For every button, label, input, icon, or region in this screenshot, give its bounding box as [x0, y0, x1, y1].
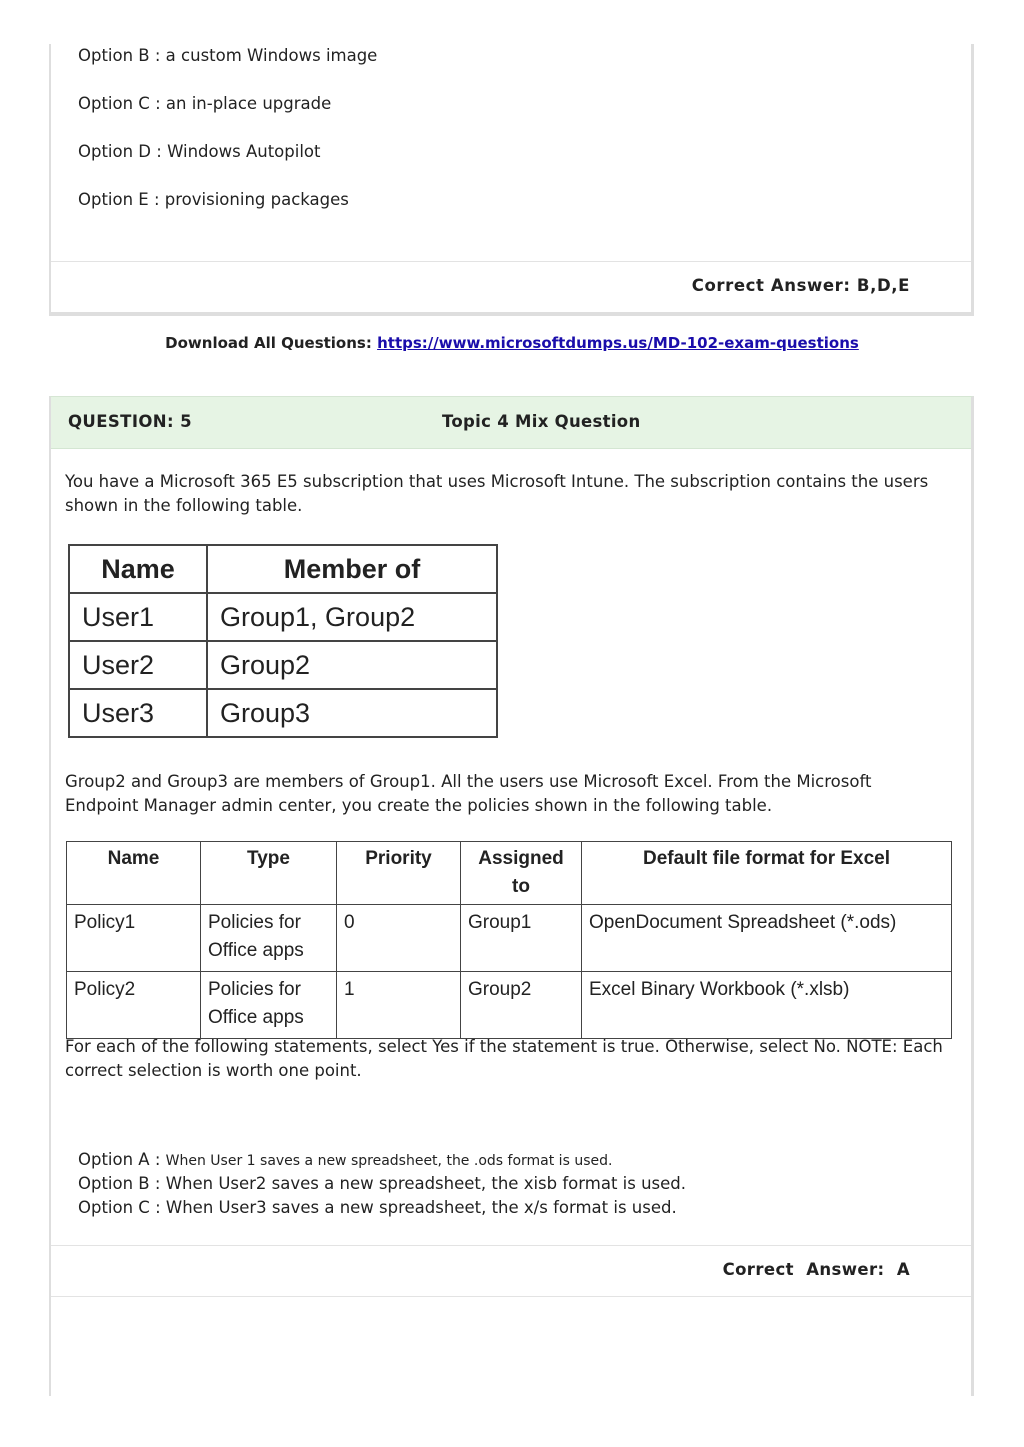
policies-table — [66, 841, 952, 1039]
table-row — [67, 905, 952, 972]
download-link[interactable]: https://www.microsoftdumps.us/MD-102-exam-questions — [377, 334, 859, 352]
table-header-cell: Assigned to — [461, 842, 582, 905]
option-b — [78, 1174, 686, 1193]
table-row — [69, 641, 497, 689]
option-prefix: Option C : — [78, 1198, 166, 1217]
table-header-cell: Default file format for Excel — [582, 842, 952, 905]
table-cell: Policies for Office apps — [201, 905, 337, 972]
table-cell: Group1 — [461, 905, 582, 972]
option-prefix: Option A : — [78, 1150, 166, 1169]
prev-correct-answer: Correct Answer: B,D,E — [691, 276, 910, 295]
table-cell: Policies for Office apps — [201, 972, 337, 1039]
table-cell: Policy1 — [67, 905, 201, 972]
prev-option-d: Option D : Windows Autopilot — [78, 142, 321, 161]
table-cell: User2 — [69, 641, 207, 689]
table-cell: Group3 — [207, 689, 497, 737]
table-cell: Policy2 — [67, 972, 201, 1039]
table-cell: User1 — [69, 593, 207, 641]
option-text: When User2 saves a new spreadsheet, the xisb format is used. — [165, 1174, 687, 1193]
table-cell: 1 — [337, 972, 461, 1039]
table-cell: Group2 — [207, 641, 497, 689]
question-number: QUESTION: 5 — [68, 412, 193, 431]
table-header-cell: Type — [201, 842, 337, 905]
answer-divider — [51, 1296, 971, 1297]
table-row — [69, 545, 497, 593]
table-cell: 0 — [337, 905, 461, 972]
download-line — [0, 334, 1024, 352]
table-cell: OpenDocument Spreadsheet (*.ods) — [582, 905, 952, 972]
option-prefix: Option B : — [78, 1174, 166, 1193]
correct-answer: Correct Answer: A — [722, 1260, 910, 1279]
table-row — [67, 972, 952, 1039]
option-text: When User 1 saves a new spreadsheet, the .ods format is used. — [165, 1153, 613, 1169]
table-cell: Excel Binary Workbook (*.xlsb) — [582, 972, 952, 1039]
table-cell: Group2 — [461, 972, 582, 1039]
answer-divider — [51, 261, 971, 262]
table-header-cell: Name — [69, 545, 207, 593]
download-label: Download All Questions: — [165, 334, 372, 352]
option-c — [78, 1198, 677, 1217]
users-table — [68, 544, 498, 738]
table-row — [67, 842, 952, 905]
table-header-cell: Name — [67, 842, 201, 905]
answer-divider — [51, 1245, 971, 1246]
table-cell: User3 — [69, 689, 207, 737]
question-topic: Topic 4 Mix Question — [442, 412, 641, 431]
table-cell: Group1, Group2 — [207, 593, 497, 641]
table-header-cell: Member of — [207, 545, 497, 593]
option-a — [78, 1150, 612, 1169]
question-middle-text: Group2 and Group3 are members of Group1. All the users use Microsoft Excel. From the Microsoft Endpoint Manager admin center, you create the policies shown in the following table. — [65, 772, 872, 815]
prev-option-c: Option C : an in-place upgrade — [78, 94, 332, 113]
question-intro: You have a Microsoft 365 E5 subscription that uses Microsoft Intune. The subscription contains the users shown in the following table. — [65, 472, 929, 515]
question-instructions: For each of the following statements, select Yes if the statement is true. Otherwise, select No. NOTE: Each correct selection is worth one point. — [65, 1037, 943, 1080]
table-row — [69, 689, 497, 737]
table-row — [69, 593, 497, 641]
prev-option-e: Option E : provisioning packages — [78, 190, 349, 209]
table-header-cell: Priority — [337, 842, 461, 905]
prev-option-b: Option B : a custom Windows image — [78, 46, 378, 65]
option-text: When User3 saves a new spreadsheet, the x/s format is used. — [165, 1198, 677, 1217]
